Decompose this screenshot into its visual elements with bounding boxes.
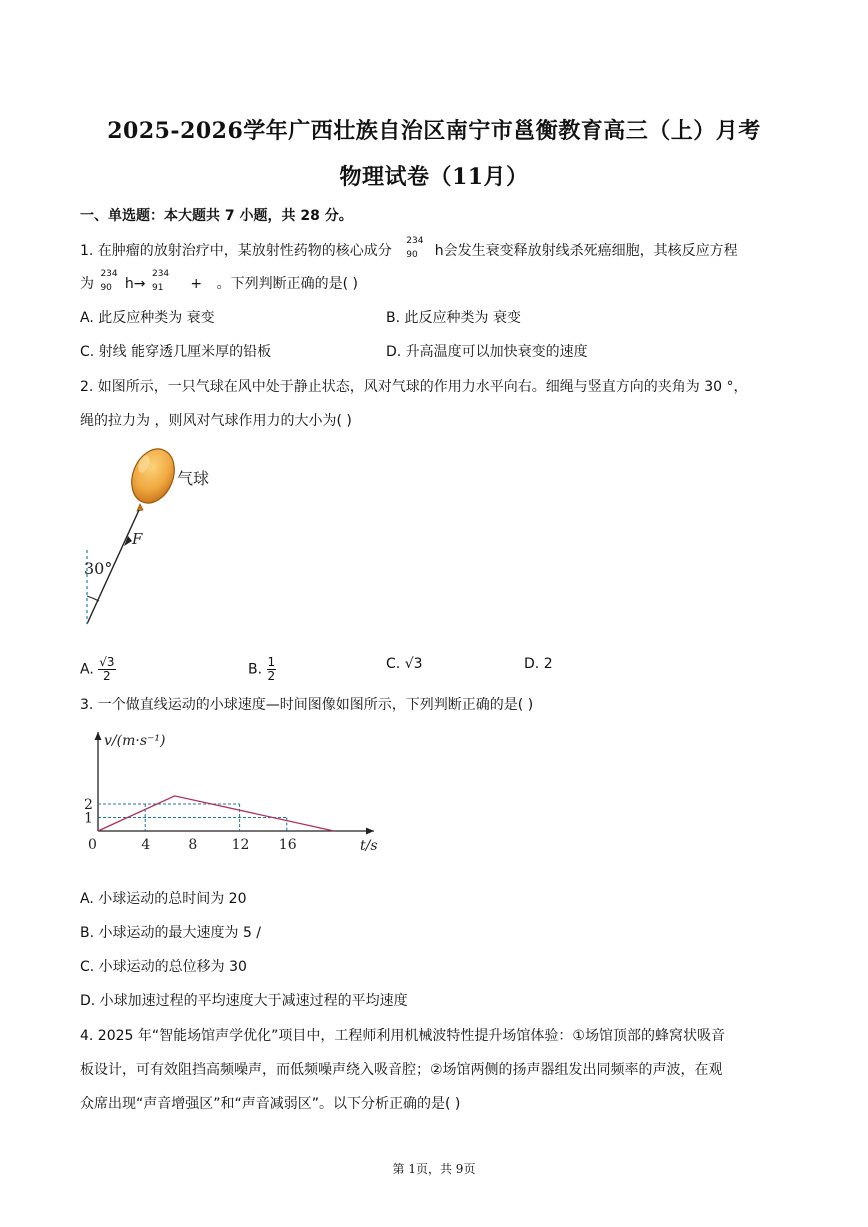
q1-text-d: 。下列判断正确的是( ) bbox=[216, 276, 358, 292]
q1-nuclide-mass: 234 bbox=[406, 236, 424, 246]
q2-option-d bbox=[524, 656, 553, 672]
paper-title-line1: 2025-2026学年广西壮族自治区南宁市邕衡教育高三（上）月考 bbox=[107, 118, 761, 144]
q3-line1: 3. 一个做直线运动的小球速度—时间图像如图所示，下列判断正确的是( ) bbox=[80, 697, 534, 713]
q2-option-b-num: 1 bbox=[267, 655, 276, 669]
q1-nuclide-charge: 90 bbox=[406, 250, 418, 260]
q2-option-d-value: 2 bbox=[543, 656, 553, 672]
q2-option-c bbox=[386, 656, 423, 672]
q1-eq-nuclide1 bbox=[98, 269, 120, 293]
graph-ylabel: v/(m·s⁻¹) bbox=[104, 733, 166, 749]
q1-option-c: C. 射线 能穿透几厘米厚的铅板 bbox=[80, 344, 272, 360]
q2-option-d-prefix: D. bbox=[524, 656, 540, 672]
q1-eq-mass2: 234 bbox=[151, 269, 170, 279]
page-footer: 第 1页，共 9页 bbox=[392, 1162, 476, 1176]
q1-line1 bbox=[80, 236, 738, 260]
x-axis-arrow bbox=[366, 828, 374, 835]
q2-option-a-fraction bbox=[98, 656, 115, 683]
q4-line2: 板设计，可有效阻挡高频噪声，而低频噪声绕入吸音腔；②场馆两侧的扬声器组发出同频率的声波，在观 bbox=[80, 1062, 723, 1078]
q3-option-b: B. 小球运动的最大速度为 5 / bbox=[80, 925, 262, 941]
q2-option-c-prefix: C. bbox=[386, 656, 401, 672]
q1-eq-mass1: 234 bbox=[100, 269, 118, 279]
velocity-time-graph bbox=[78, 728, 388, 860]
y-axis-arrow bbox=[95, 732, 102, 740]
q2-option-b-fraction bbox=[267, 656, 277, 683]
q1-eq-nuclide2 bbox=[150, 269, 176, 293]
q1-text-b: h会发生衰变释放射线杀死癌细胞，其核反应方程 bbox=[434, 243, 738, 259]
q1-option-d: D. 升高温度可以加快衰变的速度 bbox=[386, 344, 588, 360]
q2-option-b-den: 2 bbox=[267, 669, 276, 683]
graph-xlabel: t/s bbox=[360, 838, 378, 854]
q2-line2: 绳的拉力为 ，则风对气球作用力的大小为( ) bbox=[80, 413, 352, 429]
q3-option-a: A. 小球运动的总时间为 20 bbox=[80, 891, 247, 907]
q1-line2 bbox=[80, 269, 358, 293]
q2-option-b-prefix: B. bbox=[248, 661, 263, 678]
x-tick-4: 4 bbox=[141, 837, 151, 853]
y-tick-2: 2 bbox=[84, 797, 93, 813]
q1-option-a: A. 此反应种类为 衰变 bbox=[80, 310, 215, 326]
q4-line3: 众席出现“声音增强区”和“声音减弱区”。以下分析正确的是( ) bbox=[80, 1096, 461, 1112]
q2-option-b bbox=[248, 656, 276, 683]
y-tick-1: 1 bbox=[84, 810, 93, 827]
x-tick-16: 16 bbox=[278, 837, 297, 853]
q3-option-c: C. 小球运动的总位移为 30 bbox=[80, 959, 247, 975]
q2-option-a-prefix: A. bbox=[80, 661, 94, 678]
x-tick-12: 12 bbox=[231, 837, 250, 853]
q2-line1: 2. 如图所示，一只气球在风中处于静止状态，风对气球的作用力水平向右。细绳与竖直方向的夹角为 30 °， bbox=[80, 379, 748, 395]
q2-option-a-den: 2 bbox=[103, 669, 111, 683]
q2-option-c-value: √3 bbox=[404, 656, 423, 672]
force-label: F bbox=[132, 530, 143, 548]
angle-label: 30° bbox=[84, 559, 113, 578]
balloon-label: 气球 bbox=[177, 469, 210, 488]
q1-text-a: 1. 在肿瘤的放射治疗中，某放射性药物的核心成分 bbox=[80, 243, 392, 259]
q1-eq-plus: + bbox=[190, 276, 203, 292]
q2-option-a-num: √3 bbox=[99, 655, 115, 669]
q1-text-c: 为 bbox=[80, 276, 94, 292]
q4-line1: 4. 2025 年“智能场馆声学优化”项目中，工程师利用机械波特性提升场馆体验：①场馆顶部的蜂窝状吸音 bbox=[80, 1028, 725, 1044]
section-heading: 一、单选题：本大题共 7 小题，共 28 分。 bbox=[80, 208, 353, 224]
graph-ticks bbox=[84, 797, 297, 853]
x-tick-0: 0 bbox=[88, 837, 97, 853]
graph-series bbox=[98, 796, 334, 831]
x-tick-8: 8 bbox=[188, 837, 198, 853]
paper-title-line2: 物理试卷（11月） bbox=[339, 164, 529, 190]
q1-eq-charge1: 90 bbox=[100, 283, 112, 293]
q1-nuclide bbox=[396, 236, 430, 260]
velocity-series-line-0 bbox=[98, 796, 334, 831]
angle-arc bbox=[87, 596, 99, 601]
q3-option-d: D. 小球加速过程的平均速度大于减速过程的平均速度 bbox=[80, 993, 408, 1009]
q1-eq-mid: h→ bbox=[124, 276, 146, 292]
q2-option-a bbox=[80, 656, 116, 683]
q1-eq-charge2: 91 bbox=[151, 283, 164, 293]
q1-option-b: B. 此反应种类为 衰变 bbox=[386, 310, 521, 326]
balloon-shape bbox=[124, 443, 182, 511]
balloon-figure bbox=[80, 440, 250, 632]
